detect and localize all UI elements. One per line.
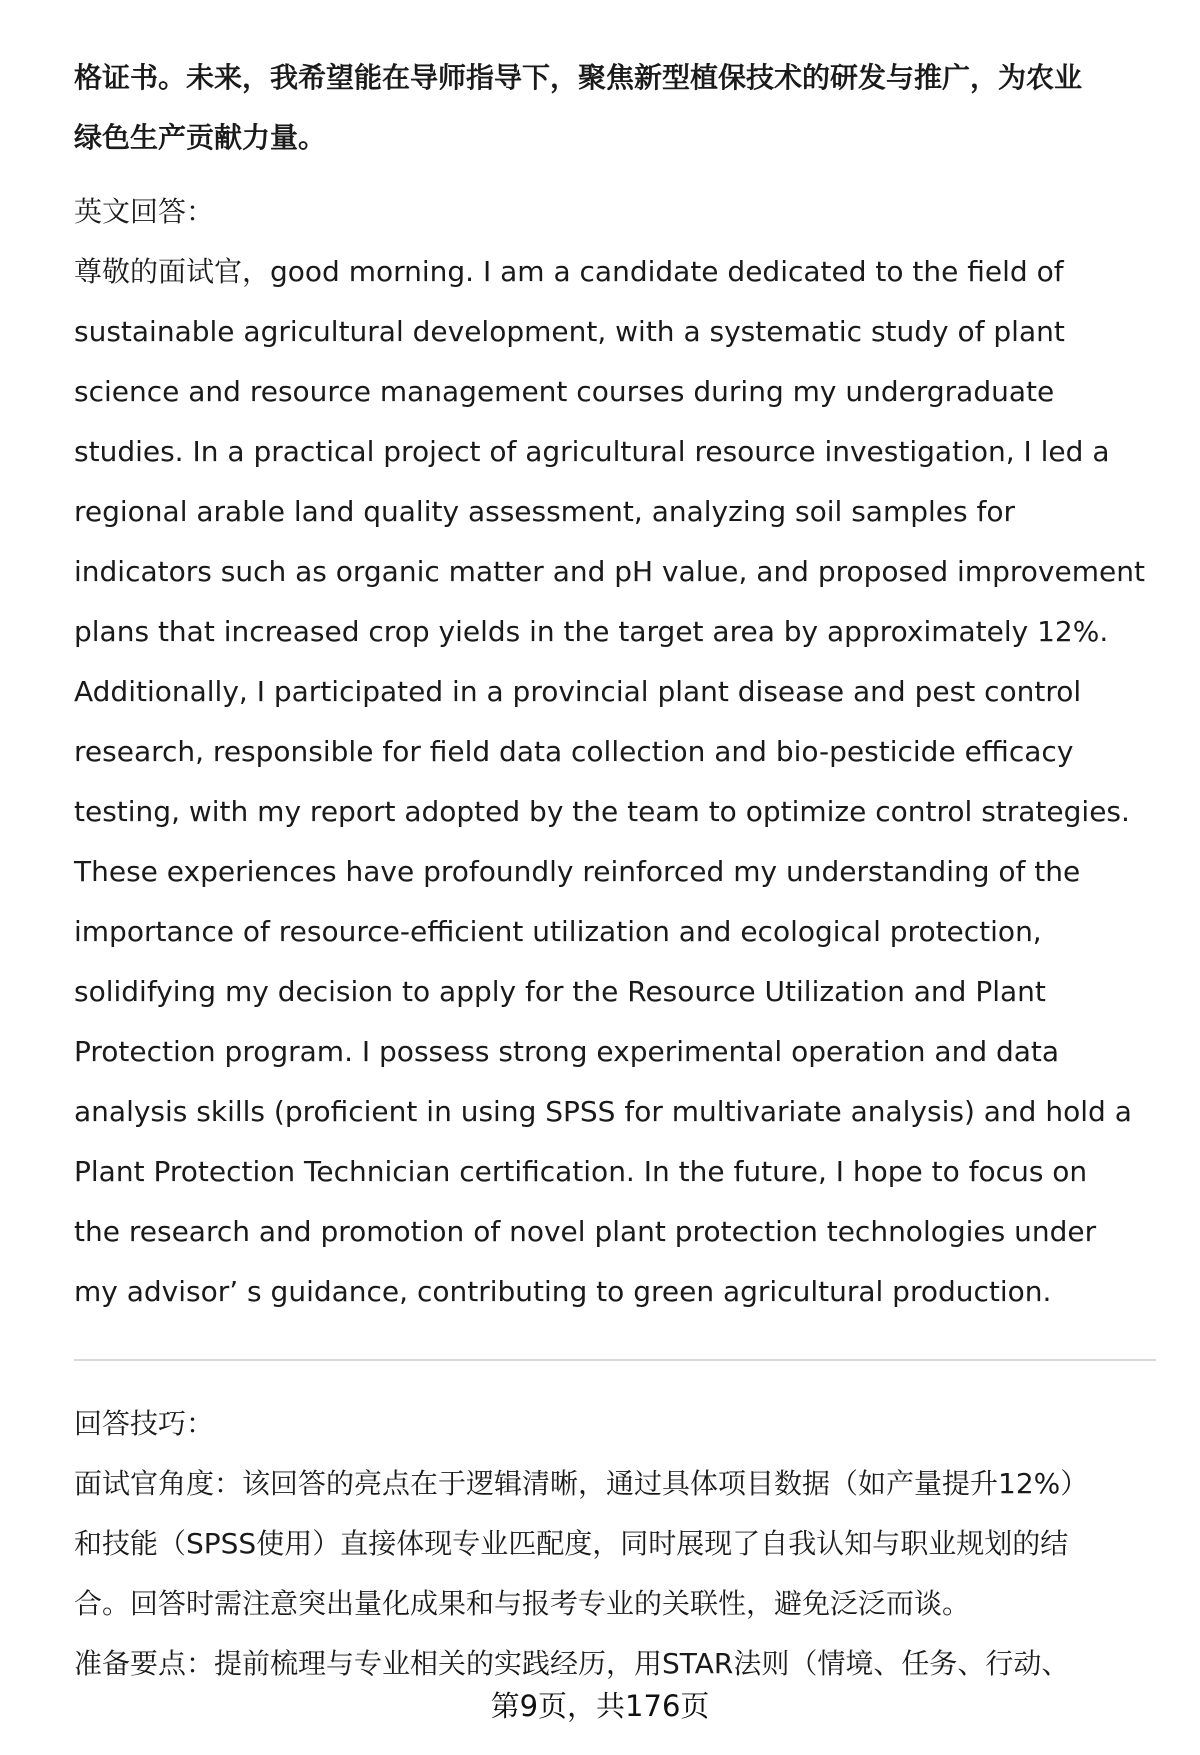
text-line: importance of resource-efficient utilization and ecological protection, <box>74 915 1042 948</box>
top-paragraph <box>74 48 1154 168</box>
tips-section <box>74 1394 1154 1694</box>
text-line: analysis skills (proficient in using SPSS for multivariate analysis) and hold a <box>74 1095 1132 1128</box>
text-line: 尊敬的面试官，good morning. I am a candidate dedicated to the field of <box>74 255 1064 288</box>
document-body <box>74 48 1154 1322</box>
text-line: research, responsible for field data collection and bio-pesticide efficacy <box>74 735 1074 768</box>
text-line: sustainable agricultural development, with a systematic study of plant <box>74 315 1065 348</box>
page-indicator: 第9页，共176页 <box>490 1689 710 1723</box>
text-line: plans that increased crop yields in the target area by approximately 12%. <box>74 615 1109 648</box>
text-line: 和技能（SPSS使用）直接体现专业匹配度，同时展现了自我认知与职业规划的结 <box>74 1527 1069 1560</box>
text-line: indicators such as organic matter and pH value, and proposed improvement <box>74 555 1145 588</box>
text-line: solidifying my decision to apply for the Resource Utilization and Plant <box>74 975 1046 1008</box>
text-line: 面试官角度：该回答的亮点在于逻辑清晰，通过具体项目数据（如产量提升12%） <box>74 1467 1089 1500</box>
text-line: 格证书。未来，我希望能在导师指导下，聚焦新型植保技术的研发与推广，为农业 <box>74 61 1083 94</box>
text-line: science and resource management courses during my undergraduate <box>74 375 1055 408</box>
section-divider <box>74 1359 1156 1361</box>
tips-label: 回答技巧： <box>74 1407 215 1440</box>
text-line: my advisor’ s guidance, contributing to green agricultural production. <box>74 1275 1052 1308</box>
english-answer-section <box>74 182 1154 1322</box>
text-line: Plant Protection Technician certification. In the future, I hope to focus on <box>74 1155 1088 1188</box>
text-line: These experiences have profoundly reinforced my understanding of the <box>74 855 1081 888</box>
text-line: regional arable land quality assessment, analyzing soil samples for <box>74 495 1015 528</box>
text-line: 合。回答时需注意突出量化成果和与报考专业的关联性，避免泛泛而谈。 <box>74 1587 971 1620</box>
text-line: 绿色生产贡献力量。 <box>74 121 327 154</box>
text-line: Protection program. I possess strong experimental operation and data <box>74 1035 1060 1068</box>
text-line: studies. In a practical project of agricultural resource investigation, I led a <box>74 435 1110 468</box>
english-answer-label: 英文回答： <box>74 195 215 228</box>
text-line: the research and promotion of novel plant protection technologies under <box>74 1215 1097 1248</box>
text-line: 准备要点：提前梳理与专业相关的实践经历，用STAR法则（情境、任务、行动、 <box>74 1647 1070 1680</box>
text-line: testing, with my report adopted by the team to optimize control strategies. <box>74 795 1130 828</box>
text-line: Additionally, I participated in a provincial plant disease and pest control <box>74 675 1082 708</box>
